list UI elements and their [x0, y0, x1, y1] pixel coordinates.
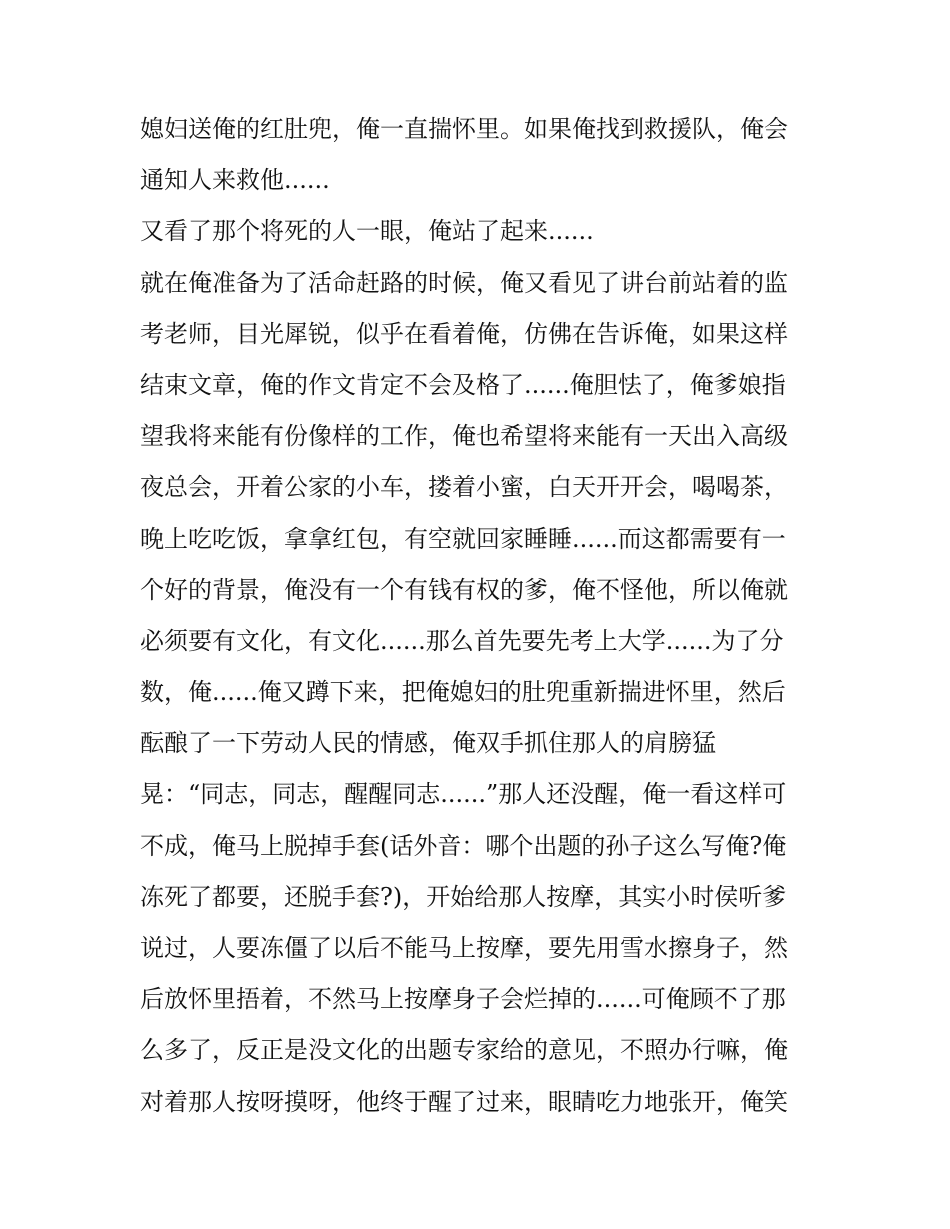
text-line-20: 对着那人按呀摸呀，他终于醒了过来，眼睛吃力地张开，俺笑	[140, 1087, 788, 1116]
text-line-13: 酝酿了一下劳动人民的情感，俺双手抓住那人的肩膀猛	[140, 729, 716, 758]
text-line-6: 结束文章，俺的作文肯定不会及格了......俺胆怯了，俺爹娘指	[140, 370, 786, 399]
text-line-7: 望我将来能有份像样的工作，俺也希望将来能有一天出入高级	[140, 422, 788, 451]
text-line-5: 考老师，目光犀锐，似乎在看着俺，仿佛在告诉俺，如果这样	[140, 319, 788, 348]
text-line-10: 个好的背景，俺没有一个有钱有权的爹，俺不怪他，所以俺就	[140, 575, 788, 604]
body-text	[140, 104, 830, 1128]
text-line-17: 说过，人要冻僵了以后不能马上按摩，要先用雪水擦身子，然	[140, 934, 788, 962]
text-line-12: 数，俺......俺又蹲下来，把俺媳妇的肚兜重新揣进怀里，然后	[140, 678, 786, 707]
text-line-3: 又看了那个将死的人一眼，俺站了起来......	[140, 217, 594, 246]
text-line-11: 必须要有文化，有文化......那么首先要先考上大学......为了分	[140, 626, 784, 655]
text-line-2: 通知人来救他......	[140, 166, 330, 195]
text-line-18: 后放怀里捂着，不然马上按摩身子会烂掉的......可俺顾不了那	[140, 985, 786, 1014]
text-line-14: 晃：“同志，同志，醒醒同志......”那人还没醒，俺一看这样可	[140, 780, 787, 809]
text-line-1: 媳妇送俺的红肚兜，俺一直揣怀里。如果俺找到救援队，俺会	[140, 115, 788, 143]
text-line-16: 冻死了都要，还脱手套?)，开始给那人按摩，其实小时侯听爹	[140, 882, 787, 911]
text-line-4: 就在俺准备为了活命赶路的时候，俺又看见了讲台前站着的监	[140, 268, 788, 297]
text-line-8: 夜总会，开着公家的小车，搂着小蜜，白天开开会，喝喝茶，	[140, 473, 788, 502]
text-line-19: 么多了，反正是没文化的出题专家给的意见，不照办行嘛，俺	[140, 1036, 788, 1065]
text-line-15: 不成，俺马上脱掉手套(话外音：哪个出题的孙子这么写俺?俺	[140, 831, 787, 860]
text-line-9: 晚上吃吃饭，拿拿红包，有空就回家睡睡......而这都需要有一	[140, 524, 786, 553]
